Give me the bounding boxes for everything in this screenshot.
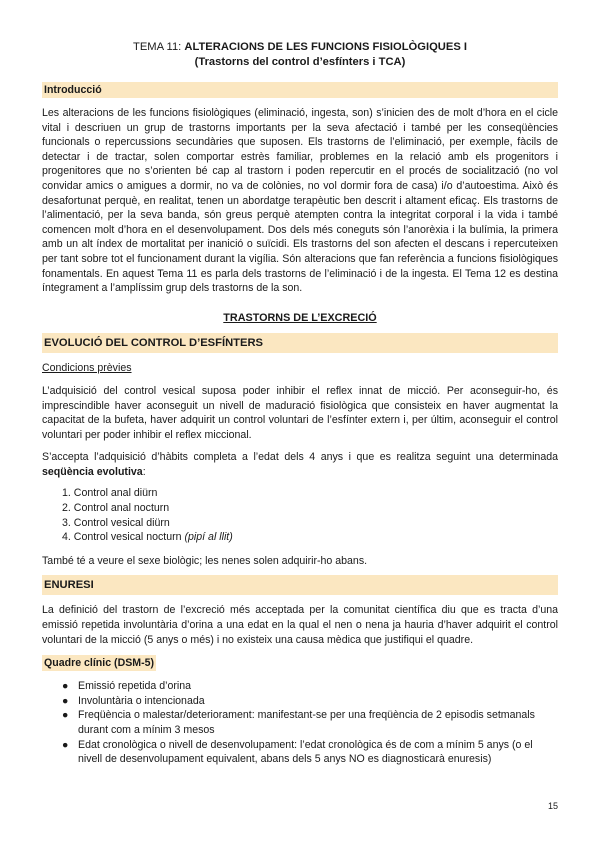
list-item-text: Control anal nocturn bbox=[73, 502, 170, 515]
clinic-list bbox=[42, 679, 558, 767]
document-subtitle: (Trastorns del control d’esfínters i TCA) bbox=[194, 56, 406, 68]
list-item bbox=[62, 708, 558, 737]
evolucio-p2-bold: seqüència evolutiva bbox=[42, 465, 143, 478]
list-item bbox=[62, 738, 558, 767]
list-item-text: Edat cronològica o nivell de desenvolupament: l’edat cronològica és de com a mínim 5 anys (o el nivell de desenvolupament equivalent, abans dels 5 anys NO es diagnosticarà enuresis) bbox=[78, 738, 533, 766]
list-item-text: Control anal diürn bbox=[73, 487, 158, 500]
enuresi-heading: ENURESI bbox=[42, 575, 558, 595]
title-prefix: TEMA 11: bbox=[132, 41, 185, 53]
list-item-text: Control vesical nocturn bbox=[73, 531, 185, 544]
list-item-text: Emissió repetida d’orina bbox=[78, 680, 192, 693]
evolucio-p2-end: : bbox=[142, 465, 146, 478]
list-item bbox=[62, 486, 558, 501]
evolucio-paragraph-2 bbox=[42, 450, 558, 479]
evolucio-paragraph-1: L’adquisició del control vesical suposa poder inhibir el reflex innat de micció. Per aconseguir-ho, és imprescindible haver aconseguit un nivell de maduració fisiològica que consisteix en haver augmentat la capacitat de la bufeta, haver adquirit un control voluntari de l’esfínter extern i, per últim, aconseguir el control voluntari per poder inhibir el reflex miccional. bbox=[42, 384, 558, 441]
bullet-icon: ● bbox=[62, 694, 69, 707]
document-page bbox=[42, 40, 558, 767]
intro-heading: Introducció bbox=[42, 82, 558, 98]
list-item bbox=[62, 501, 558, 516]
list-item-number: 4. bbox=[62, 531, 71, 544]
evolucio-paragraph-3: També té a veure el sexe biològic; les nenes solen adquirir-ho abans. bbox=[42, 554, 368, 567]
bullet-icon: ● bbox=[62, 738, 69, 751]
intro-paragraph: Les alteracions de les funcions fisiològiques (eliminació, ingesta, son) s’inicien des de molt d’hora en el cicle vital i descriuen un grup de trastorns importants per la seva afectació i també per les conseqüències funcionals o repercussions secundàries que suposen. Els trastorns de l’eliminació, per exemple, fàcils de detectar i de tractar, solen comportar estrès familiar, problemes en la relació amb els progenitors i progenitores que no s’orienten bé cap al trastorn i poden repercutir en el procés de socialització (no vol convidar amics o amigues a dormir, no va de colònies, no vol dormir fora de casa) i/o d’autoestima. Això és desafortunat perquè, en realitat, tenen un abordatge terapèutic ben descrit i altament eficaç. Els trastorns de l’alimentació, per la seva banda, són greus perquè atempten contra la integritat corporal i la vida i també comencen molt d’hora en el desenvolupament. Dos dels més coneguts són l’anorèxia i la bulímia, la primera amb un alt índex de mortalitat per inanició o suïcidi. Els trastorns del son afecten el descans i repercuteixen per tant sobre tot el funcionament durant la vigília. Són alteracions que fan referència a funcions fisiològiques fonamentals. En aquest Tema 11 es parla dels trastorns de l’eliminació i de la ingesta. El Tema 12 es destina íntegrament a l’amplíssim grup dels trastorns de la son. bbox=[42, 107, 558, 295]
list-item-text: Freqüència o malestar/deteriorament: manifestant-se per una freqüència de 2 episodis setmanals durant com a mínim 3 mesos bbox=[78, 709, 535, 736]
list-item-number: 3. bbox=[62, 516, 71, 529]
bullet-icon: ● bbox=[62, 680, 69, 693]
list-item bbox=[62, 516, 558, 531]
document-title bbox=[42, 40, 558, 55]
list-item-number: 1. bbox=[62, 487, 71, 500]
list-item-text: Control vesical diürn bbox=[73, 516, 170, 529]
section-title: TRASTORNS DE L’EXCRECIÓ bbox=[223, 311, 377, 324]
bullet-icon: ● bbox=[62, 709, 69, 722]
list-item bbox=[62, 679, 558, 694]
list-item bbox=[62, 694, 558, 709]
list-item-text: Involuntària o intencionada bbox=[78, 694, 205, 707]
evolucio-p2-start: S’accepta l’adquisició d’hàbits completa a l’edat dels 4 anys i que es realitza seguint una determinada bbox=[42, 451, 558, 464]
enuresi-paragraph: La definició del trastorn de l’excreció més acceptada per la comunitat científica diu que es tracta d’una emissió repetida involuntària d’orina a una edat en la qual el nen o nena ja hauria d’haver adquirit el control voluntari de la micció (5 anys o més) i no existeix una causa mèdica que justifiqui el quadre. bbox=[42, 604, 558, 646]
clinic-heading: Quadre clínic (DSM-5) bbox=[44, 657, 155, 670]
evolucio-heading: EVOLUCIÓ DEL CONTROL D’ESFÍNTERS bbox=[42, 333, 558, 353]
evolucio-subheading: Condicions prèvies bbox=[42, 362, 132, 375]
sequence-list bbox=[42, 486, 558, 544]
list-item-note: (pipí al llit) bbox=[184, 531, 233, 544]
list-item bbox=[62, 530, 558, 545]
page-number: 15 bbox=[547, 801, 558, 811]
list-item-number: 2. bbox=[62, 502, 71, 515]
title-main: ALTERACIONS DE LES FUNCIONS FISIOLÒGIQUES I bbox=[184, 41, 467, 53]
